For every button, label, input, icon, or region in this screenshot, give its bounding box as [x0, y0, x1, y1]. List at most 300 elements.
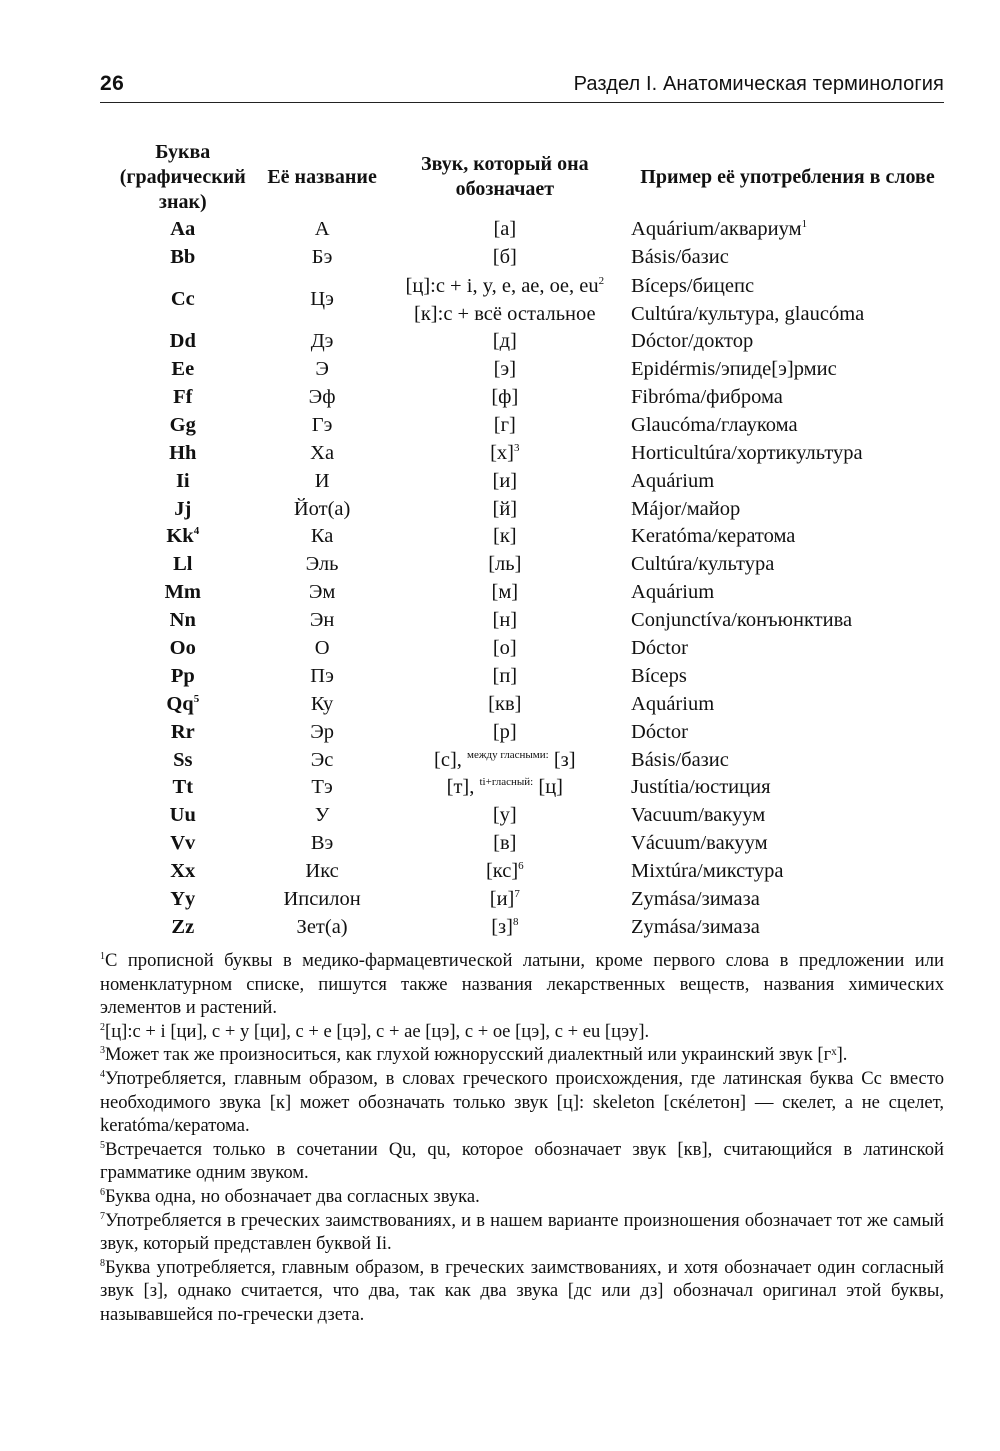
table-row — [100, 579, 944, 607]
name-text: Эр — [310, 720, 334, 743]
example-cell — [631, 467, 944, 495]
example-line — [631, 386, 783, 408]
sound-text: [и] — [489, 888, 515, 911]
footnote-text: С прописной буквы в медико-фармацевтической латыни, кроме первого слова в предложении или номенклатурном списке, пишутся также названия лекарственных веществ, названия химических элементов и растений. — [100, 950, 944, 1019]
sound-cell — [379, 467, 631, 495]
sound-cell — [379, 328, 631, 356]
example-text: Cultúra/культура — [631, 553, 775, 576]
sound-line — [493, 804, 517, 826]
example-cell — [631, 411, 944, 439]
table-row — [100, 272, 944, 328]
sound-text: [кс] — [485, 860, 519, 883]
footnote — [100, 1020, 944, 1044]
sound-line — [434, 749, 576, 771]
name-cell — [266, 746, 379, 774]
footnote — [100, 1138, 944, 1185]
footnote-number: 1 — [100, 950, 105, 962]
example-cell — [631, 551, 944, 579]
sound-line — [490, 888, 520, 910]
table-row — [100, 495, 944, 523]
sound-cell — [379, 384, 631, 412]
footnote-ref: 5 — [193, 692, 200, 705]
letter-cell — [100, 244, 266, 272]
footnote-number: 7 — [100, 1210, 105, 1222]
letter-text: Ll — [173, 553, 193, 576]
letter-text: Xx — [170, 860, 196, 883]
sound-cell — [379, 411, 631, 439]
letter-text: Dd — [169, 330, 196, 353]
example-cell — [631, 523, 944, 551]
example-text: Básis/базис — [631, 246, 729, 269]
letter-cell — [100, 774, 266, 802]
sound-line — [447, 776, 563, 798]
name-text: Эн — [309, 609, 335, 632]
table-row — [100, 523, 944, 551]
sound-text: [а] — [493, 218, 517, 241]
table-row — [100, 356, 944, 384]
sound-line — [491, 916, 518, 938]
alphabet-table — [100, 138, 944, 941]
sound-cell — [379, 495, 631, 523]
sound-line — [493, 330, 517, 352]
letter-text: Ss — [173, 748, 193, 771]
example-text: Aquárium/аквариум — [631, 218, 802, 241]
example-line — [631, 358, 837, 380]
name-text: Ка — [310, 525, 334, 548]
example-text: Dóctor — [631, 720, 688, 743]
table-row — [100, 439, 944, 467]
name-cell — [266, 886, 379, 914]
example-line — [631, 916, 760, 938]
example-line — [631, 442, 863, 464]
sound-text: [т], — [446, 776, 475, 799]
example-cell — [631, 662, 944, 690]
footnote-text: Буква одна, но обозначает два согласных звука. — [105, 1185, 480, 1207]
letter-text: Kk — [166, 525, 194, 548]
sound-line — [493, 721, 517, 743]
example-line-2: Cultúra/культура, glaucóma — [631, 302, 865, 325]
table-row — [100, 384, 944, 412]
name-text: Ха — [310, 441, 335, 464]
sound-cell — [379, 523, 631, 551]
letter-text: Bb — [170, 246, 196, 269]
example-line — [631, 749, 729, 771]
letter-text: Aa — [170, 218, 196, 241]
example-text: Bíceps — [631, 664, 687, 687]
footnote-number: 3 — [100, 1045, 105, 1057]
letter-text: Pp — [170, 664, 195, 687]
letter-cell — [100, 439, 266, 467]
sound-text: [г] — [493, 413, 516, 436]
example-text: Aquárium — [631, 692, 715, 715]
example-text: Fibróma/фиброма — [631, 386, 783, 408]
example-line — [631, 832, 768, 854]
footnote-number: 4 — [100, 1068, 105, 1080]
footnote — [100, 1185, 944, 1209]
example-cell — [631, 272, 944, 328]
example-text: Dóctor/доктор — [631, 330, 754, 353]
example-line — [631, 609, 852, 631]
letter-cell — [100, 551, 266, 579]
name-text: Зет(а) — [296, 915, 348, 938]
name-cell — [266, 802, 379, 830]
sound-line — [493, 498, 518, 520]
name-text: Бэ — [311, 246, 333, 269]
letter-cell — [100, 858, 266, 886]
example-line — [631, 218, 807, 240]
name-cell — [266, 579, 379, 607]
letter-cell — [100, 662, 266, 690]
name-cell — [266, 495, 379, 523]
sound-tail: [ц] — [538, 776, 563, 799]
sound-condition: ti+гласный: — [479, 776, 534, 789]
table-row — [100, 662, 944, 690]
example-text: Aquárium — [631, 469, 715, 492]
footnote-ref: 6 — [518, 860, 524, 873]
sound-cell — [379, 635, 631, 663]
example-line — [631, 693, 714, 715]
name-text: Эф — [308, 386, 336, 408]
footnote — [100, 1067, 944, 1138]
sound-line — [490, 442, 519, 464]
name-cell — [266, 467, 379, 495]
sound-cell — [379, 690, 631, 718]
letter-cell — [100, 913, 266, 941]
table-row — [100, 607, 944, 635]
name-cell — [266, 244, 379, 272]
sound-line-2: [к]:c + всё остальное — [414, 302, 596, 325]
table-row — [100, 411, 944, 439]
footnote-text: Встречается только в сочетании Qu, qu, которое обозначает звук [кв], считающийся в латинской грамматике одним звуком. — [100, 1138, 944, 1184]
sound-text: [о] — [492, 637, 517, 660]
header-example: Пример её употребления в слове — [640, 165, 935, 188]
example-line — [631, 246, 729, 268]
example-cell — [631, 913, 944, 941]
table-row — [100, 746, 944, 774]
name-text: Йот(а) — [293, 497, 351, 520]
letter-text: Hh — [169, 441, 197, 464]
letter-cell — [100, 495, 266, 523]
name-cell — [266, 662, 379, 690]
table-row — [100, 467, 944, 495]
name-text: Э — [315, 358, 329, 381]
example-cell — [631, 718, 944, 746]
example-text: Justítia/юстиция — [631, 776, 771, 799]
sound-text: [н] — [492, 609, 518, 632]
letter-text: Oo — [169, 637, 196, 660]
example-text: Dóctor — [631, 637, 688, 660]
letter-text: Qq — [166, 692, 194, 715]
footnote — [100, 949, 944, 1020]
footnote-number: 8 — [100, 1257, 105, 1269]
name-cell — [266, 439, 379, 467]
sound-cell — [379, 272, 631, 328]
example-line — [631, 665, 687, 687]
name-text: Гэ — [311, 413, 333, 436]
name-cell — [266, 356, 379, 384]
example-cell — [631, 830, 944, 858]
example-line — [631, 888, 760, 910]
example-line — [631, 470, 714, 492]
example-line — [631, 498, 740, 520]
table-row — [100, 886, 944, 914]
footnotes — [100, 949, 944, 1327]
sound-text: [м] — [491, 581, 519, 604]
name-cell — [266, 913, 379, 941]
letter-cell — [100, 802, 266, 830]
table-row — [100, 774, 944, 802]
name-text: Пэ — [310, 664, 334, 687]
example-text: Vacuum/вакуум — [631, 804, 766, 827]
example-text: Keratóma/кератома — [631, 525, 796, 548]
name-cell — [266, 858, 379, 886]
sound-cell — [379, 356, 631, 384]
table-row — [100, 244, 944, 272]
sound-line — [493, 470, 518, 492]
sound-text: [ф] — [491, 386, 519, 408]
sound-line — [379, 272, 631, 300]
example-line — [631, 860, 784, 882]
alphabet-table-body — [100, 216, 944, 941]
name-text: Дэ — [310, 330, 334, 353]
name-cell — [266, 384, 379, 412]
example-cell — [631, 439, 944, 467]
letter-text: Ff — [173, 386, 193, 408]
example-cell — [631, 886, 944, 914]
footnote-ref: 1 — [801, 218, 808, 231]
sound-cell — [379, 607, 631, 635]
sound-text: [р] — [492, 720, 517, 743]
sound-cell — [379, 858, 631, 886]
sound-cell — [379, 244, 631, 272]
letter-text: Vv — [170, 832, 196, 855]
footnote-text: Буква употребляется, главным образом, в греческих заимствованиях, и хотя обозначает один согласный звук [з], однако считается, что два, так как два звука [дс или дз] обозначал оригинал этой буквы, называвшейся по-гречески дзета. — [100, 1256, 944, 1325]
letter-cell — [100, 467, 266, 495]
letter-text: Jj — [174, 497, 192, 520]
example-line — [631, 414, 798, 436]
name-cell — [266, 718, 379, 746]
name-text: А — [314, 218, 330, 241]
letter-cell — [100, 886, 266, 914]
sound-line — [488, 553, 521, 575]
letter-text: Yy — [170, 888, 196, 911]
example-text: Básis/базис — [631, 748, 729, 771]
example-text: Glaucóma/глаукома — [631, 413, 798, 436]
sound-line — [493, 832, 516, 854]
name-cell — [266, 551, 379, 579]
table-row — [100, 690, 944, 718]
example-cell — [631, 579, 944, 607]
example-cell — [631, 774, 944, 802]
letter-text: Rr — [170, 720, 195, 743]
sound-line — [493, 609, 518, 631]
letter-text: Ee — [171, 358, 195, 381]
sound-cell — [379, 802, 631, 830]
footnote-ref: 2 — [598, 274, 605, 287]
footnote-ref: 3 — [514, 441, 520, 454]
example-line — [631, 581, 714, 603]
letter-cell — [100, 830, 266, 858]
sound-line — [493, 246, 517, 268]
name-cell — [266, 523, 379, 551]
letter-cell — [100, 579, 266, 607]
letter-cell — [100, 635, 266, 663]
footnote-ref: 4 — [193, 525, 200, 538]
sound-text: [й] — [492, 497, 518, 520]
page-number: 26 — [100, 72, 125, 95]
sound-text: [ц]:c + i, y, e, ae, oe, eu — [405, 274, 599, 297]
example-text: Vácuum/вакуум — [631, 832, 768, 855]
example-text: Epidérmis/эпиде[э]рмис — [631, 358, 837, 381]
letter-cell — [100, 411, 266, 439]
example-cell — [631, 690, 944, 718]
sound-line — [493, 218, 516, 240]
sound-cell — [379, 216, 631, 244]
running-head: Раздел I. Анатомическая терминология — [573, 73, 944, 95]
table-row — [100, 913, 944, 941]
name-text: Эль — [305, 553, 339, 576]
table-row — [100, 551, 944, 579]
table-row — [100, 635, 944, 663]
example-line — [631, 330, 753, 352]
example-line — [631, 272, 944, 300]
letter-cell — [100, 690, 266, 718]
example-line — [631, 776, 771, 798]
letter-cell — [100, 272, 266, 328]
sound-line — [491, 386, 518, 408]
example-cell — [631, 216, 944, 244]
sound-cell — [379, 746, 631, 774]
example-text: Horticultúra/хортикультура — [631, 441, 863, 464]
footnote-number: 2 — [100, 1021, 105, 1033]
sound-line — [493, 637, 517, 659]
example-text: Aquárium — [631, 581, 715, 604]
name-cell — [266, 411, 379, 439]
name-cell — [266, 216, 379, 244]
sound-text: [п] — [492, 664, 518, 687]
table-row — [100, 718, 944, 746]
name-cell — [266, 635, 379, 663]
table-row — [100, 830, 944, 858]
table-row — [100, 328, 944, 356]
letter-cell — [100, 523, 266, 551]
footnote — [100, 1256, 944, 1327]
name-text: Цэ — [310, 288, 334, 311]
sound-cell — [379, 718, 631, 746]
letter-cell — [100, 718, 266, 746]
sound-text: [в] — [493, 832, 517, 855]
name-text: Тэ — [311, 776, 333, 799]
page-header — [100, 62, 944, 103]
footnote-text: Употребляется, главным образом, в словах греческого происхождения, где латинская буква Cc вместо необходимого звука [к] может обозначать только звук [ц]: skeleton [скéлетон] — скелет, а не сцелет, keratóma/кератома. — [100, 1067, 944, 1137]
sound-text: [д] — [492, 330, 517, 353]
name-text: И — [314, 469, 330, 492]
sound-line — [493, 665, 518, 687]
sound-cell — [379, 913, 631, 941]
table-row — [100, 216, 944, 244]
sound-text: [и] — [492, 469, 518, 492]
example-cell — [631, 244, 944, 272]
example-line — [631, 637, 688, 659]
example-cell — [631, 858, 944, 886]
sound-text: [кв] — [488, 692, 522, 715]
sound-text: [з] — [491, 915, 513, 938]
header-sound: Звук, который она обозначает — [421, 153, 589, 200]
letter-cell — [100, 328, 266, 356]
table-header-row — [100, 138, 944, 216]
example-cell — [631, 802, 944, 830]
example-cell — [631, 746, 944, 774]
letter-text: Ii — [175, 469, 190, 492]
footnote-text: Может так же произноситься, как глухой южнорусский диалектный или украинский звук [гˣ]. — [105, 1044, 848, 1066]
sound-text: [х] — [490, 441, 515, 464]
letter-text: Mm — [164, 581, 201, 604]
name-text: О — [314, 637, 330, 660]
sound-text: [с], — [434, 748, 462, 771]
letter-cell — [100, 607, 266, 635]
sound-text: [к] — [493, 525, 517, 548]
sound-tail: [з] — [553, 748, 576, 771]
example-text: Bíceps/бицепс — [631, 274, 755, 297]
footnote — [100, 1209, 944, 1256]
example-text: Zymása/зимаза — [631, 888, 760, 911]
example-text: Májor/майор — [631, 497, 741, 520]
footnote-ref: 8 — [512, 916, 519, 929]
example-cell — [631, 495, 944, 523]
sound-line — [494, 358, 516, 380]
sound-line — [493, 525, 517, 547]
sound-cell — [379, 662, 631, 690]
sound-text: [б] — [492, 246, 517, 269]
example-line — [631, 804, 765, 826]
letter-cell — [100, 384, 266, 412]
table-row — [100, 802, 944, 830]
name-text: У — [314, 804, 330, 827]
name-text: Вэ — [310, 832, 334, 855]
letter-cell — [100, 216, 266, 244]
name-cell — [266, 690, 379, 718]
name-text: Икс — [305, 860, 339, 883]
footnote-number: 5 — [100, 1139, 105, 1151]
example-text: Mixtúra/микстура — [631, 860, 784, 883]
example-text: Zymása/зимаза — [631, 915, 760, 938]
letter-text: Nn — [169, 609, 196, 632]
name-cell — [266, 830, 379, 858]
sound-text: [у] — [492, 804, 517, 827]
header-letter: Буква (графический знак) — [119, 140, 246, 213]
example-cell — [631, 356, 944, 384]
sound-line — [488, 693, 521, 715]
sound-text: [э] — [493, 358, 517, 381]
sound-line — [486, 860, 524, 882]
sound-cell — [379, 439, 631, 467]
name-text: Ку — [310, 692, 334, 715]
footnote-text: [ц]:c + i [ци], c + y [ци], c + e [цэ], c + ae [цэ], c + oe [цэ], c + eu [цэу]. — [105, 1020, 650, 1042]
sound-cell — [379, 830, 631, 858]
sound-condition: между гласными: — [467, 748, 549, 761]
name-text: Ипсилон — [283, 888, 361, 911]
letter-text: Cc — [170, 288, 195, 311]
name-cell — [266, 607, 379, 635]
letter-text: Zz — [171, 915, 195, 938]
letter-text: Uu — [169, 804, 196, 827]
name-text: Эс — [310, 748, 334, 771]
letter-text: Tt — [172, 776, 194, 799]
sound-cell — [379, 551, 631, 579]
example-line — [631, 553, 774, 575]
footnote-text: Употребляется в греческих заимствованиях, и в нашем варианте произношения обозначает тот же самый звук, который представлен буквой Ii. — [100, 1209, 944, 1255]
name-cell — [266, 328, 379, 356]
